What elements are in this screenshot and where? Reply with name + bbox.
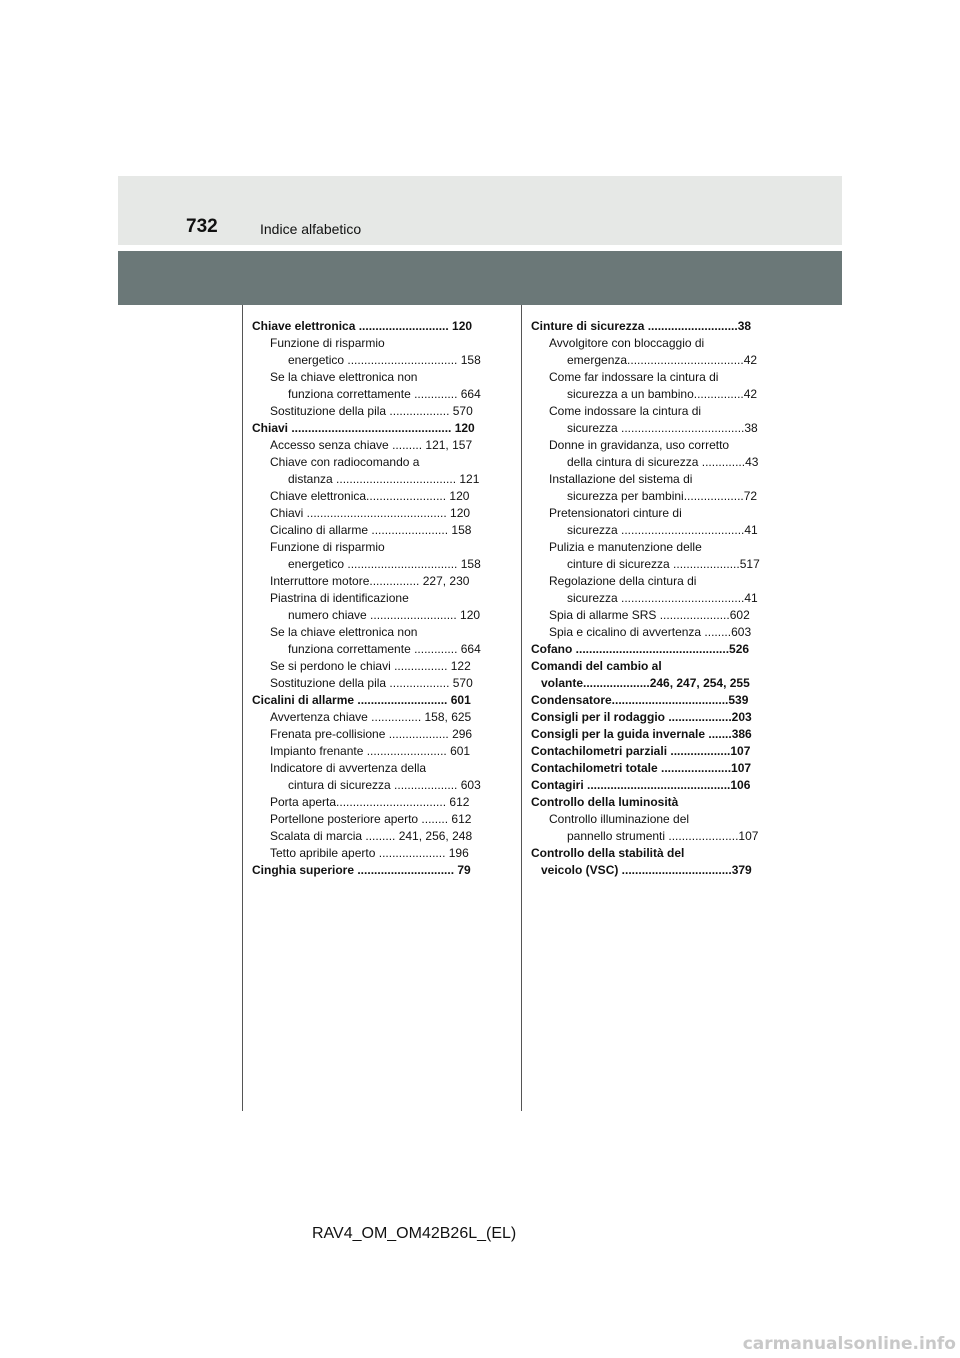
index-subentry: pannello strumenti .....................107 <box>567 829 759 843</box>
index-subentry: Funzione di risparmio <box>270 540 385 554</box>
section-title: Indice alfabetico <box>260 221 362 237</box>
index-subentry: veicolo (VSC) .................................379 <box>541 863 752 877</box>
index-subentry: Porta aperta................................. 612 <box>270 795 470 809</box>
index-subentry: Se la chiave elettronica non <box>270 370 418 384</box>
index-entry: Comandi del cambio al <box>531 659 662 673</box>
index-subentry: sicurezza .....................................41 <box>567 591 758 605</box>
index-entry: Chiave elettronica ........................... 120 <box>252 319 473 333</box>
index-subentry: Come far indossare la cintura di <box>549 370 719 384</box>
index-subentry: Avvertenza chiave ............... 158, 625 <box>270 710 472 724</box>
index-subentry: Chiavi .......................................... 120 <box>270 506 471 520</box>
index-subentry: Chiave con radiocomando a <box>270 455 420 469</box>
index-entry: Chiavi ................................................ 120 <box>252 421 475 435</box>
watermark: carmanualsonline.info <box>742 1334 956 1354</box>
index-subentry: Accesso senza chiave ......... 121, 157 <box>270 438 473 452</box>
index-entry: Controllo della stabilità del <box>531 846 685 860</box>
index-subentry: Tetto apribile aperto .................... 196 <box>270 846 469 860</box>
index-entry: Condensatore...................................539 <box>531 693 749 707</box>
index-entry: Contagiri ...........................................106 <box>531 778 751 792</box>
index-subentry: Portellone posteriore aperto ........ 612 <box>270 812 472 826</box>
index-entry: Consigli per il rodaggio ...................203 <box>531 710 752 724</box>
index-subentry: Indicatore di avvertenza della <box>270 761 427 775</box>
index-subentry: Donne in gravidanza, uso corretto <box>549 438 730 452</box>
index-subentry: Cicalino di allarme ....................... 158 <box>270 523 472 537</box>
index-subentry: funziona correttamente ............. 664 <box>288 387 481 401</box>
index-subentry: sicurezza .....................................41 <box>567 523 758 537</box>
header-band <box>118 176 842 245</box>
index-subentry: Funzione di risparmio <box>270 336 385 350</box>
index-subentry: Scalata di marcia ......... 241, 256, 248 <box>270 829 473 843</box>
index-entry: Consigli per la guida invernale .......386 <box>531 727 752 741</box>
index-subentry: Pretensionatori cinture di <box>549 506 682 520</box>
index-subentry: sicurezza .....................................38 <box>567 421 758 435</box>
page-number: 732 <box>186 216 218 237</box>
index-subentry: sicurezza a un bambino...............42 <box>567 387 758 401</box>
index-subentry: Controllo illuminazione del <box>549 812 690 826</box>
column-divider-left <box>242 305 243 1111</box>
index-subentry: energetico ................................. 158 <box>288 557 481 571</box>
index-subentry: cintura di sicurezza ................... 603 <box>288 778 481 792</box>
index-entry: Cicalini di allarme ........................... 601 <box>252 693 471 707</box>
document-code: RAV4_OM_OM42B26L_(EL) <box>312 1225 517 1242</box>
index-subentry: Impianto frenante ........................ 601 <box>270 744 471 758</box>
index-subentry: Installazione del sistema di <box>549 472 693 486</box>
index-subentry: Avvolgitore con bloccaggio di <box>549 336 705 350</box>
index-subentry: Come indossare la cintura di <box>549 404 702 418</box>
index-subentry: volante....................246, 247, 254, 255 <box>541 676 750 690</box>
index-subentry: Spia di allarme SRS .....................602 <box>549 608 750 622</box>
index-subentry: Interruttore motore............... 227, 230 <box>270 574 470 588</box>
index-subentry: Regolazione della cintura di <box>549 574 697 588</box>
index-entry: Cinture di sicurezza ...........................38 <box>531 319 752 333</box>
index-subentry: sicurezza per bambini..................72 <box>567 489 758 503</box>
index-subentry: distanza .................................... 121 <box>288 472 480 486</box>
index-subentry: Spia e cicalino di avvertenza ........603 <box>549 625 752 639</box>
index-subentry: Sostituzione della pila .................. 570 <box>270 404 473 418</box>
index-entry: Cofano ..............................................526 <box>531 642 750 656</box>
header-dark-band <box>118 251 842 305</box>
index-entry: Cinghia superiore ............................. 79 <box>252 863 471 877</box>
index-subentry: Sostituzione della pila .................. 570 <box>270 676 473 690</box>
index-entry: Controllo della luminosità <box>531 795 679 809</box>
column-divider-middle <box>521 305 522 1111</box>
index-subentry: Pulizia e manutenzione delle <box>549 540 702 554</box>
index-subentry: della cintura di sicurezza .............43 <box>567 455 759 469</box>
index-subentry: Chiave elettronica........................ 120 <box>270 489 470 503</box>
index-subentry: Se si perdono le chiavi ................ 122 <box>270 659 471 673</box>
index-subentry: emergenza...................................42 <box>567 353 758 367</box>
index-subentry: Frenata pre-collisione .................. 296 <box>270 727 473 741</box>
index-subentry: cinture di sicurezza ....................517 <box>567 557 760 571</box>
index-entry: Contachilometri parziali ..................107 <box>531 744 751 758</box>
index-subentry: funziona correttamente ............. 664 <box>288 642 481 656</box>
index-subentry: Piastrina di identificazione <box>270 591 409 605</box>
index-subentry: numero chiave .......................... 120 <box>288 608 481 622</box>
index-column-2 <box>531 318 760 879</box>
index-subentry: Se la chiave elettronica non <box>270 625 418 639</box>
index-column-1 <box>252 318 481 879</box>
index-subentry: energetico ................................. 158 <box>288 353 481 367</box>
index-entry: Contachilometri totale .....................107 <box>531 761 752 775</box>
